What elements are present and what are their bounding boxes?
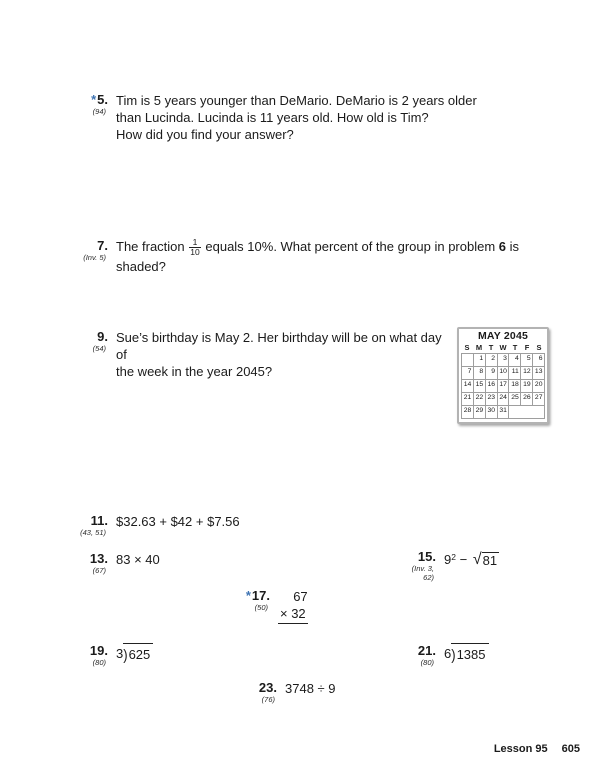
calendar-title: MAY 2045 — [477, 330, 529, 342]
bold-problem-reference: 6 — [498, 239, 507, 255]
footer-page-number: 605 — [561, 743, 580, 755]
new-concept-asterisk: * — [245, 588, 251, 603]
problem-9-number-col — [70, 329, 108, 354]
fraction-numerator: 1 — [189, 238, 200, 248]
calendar-day-cell: 31 — [498, 406, 510, 419]
lesson-reference-line: (Inv. 3, — [411, 564, 434, 573]
calendar-day-cell: 15 — [474, 380, 486, 393]
problem-number-text: 5. — [97, 92, 108, 107]
calendar-day-cell: 25 — [509, 393, 521, 406]
lesson-reference: (50) — [254, 603, 268, 612]
division-bracket — [451, 643, 488, 663]
problem-17 — [232, 588, 308, 624]
radical-sign: √ — [472, 551, 482, 568]
long-division — [444, 643, 489, 663]
calendar-weekday: M — [475, 343, 483, 352]
long-division-expression — [444, 643, 489, 663]
square-root — [473, 552, 499, 568]
multiplicand: 67 — [293, 589, 308, 604]
calendar-weekday: T — [512, 343, 518, 352]
calendar-day-cell: 10 — [498, 367, 510, 380]
problem-11-number-col — [70, 513, 108, 538]
calendar-day-cell: 27 — [533, 393, 545, 406]
lesson-reference: (76) — [261, 695, 275, 704]
calendar-day-cell: 4 — [509, 354, 521, 367]
calendar-day-cell: 29 — [474, 406, 486, 419]
problem-23-number-col — [239, 680, 277, 705]
lesson-reference: (Inv. 5) — [83, 253, 106, 262]
calendar-day-cell: 17 — [498, 380, 510, 393]
calendar-empty-cell — [509, 406, 545, 419]
divisor: 6 — [444, 646, 452, 661]
fraction-denominator: 10 — [190, 247, 200, 258]
problem-text-line: shaded? — [116, 258, 166, 274]
problem-number: 7. — [97, 238, 108, 253]
problem-7 — [70, 238, 519, 275]
page-footer — [494, 743, 580, 755]
divisor: 3 — [116, 646, 124, 661]
calendar-day-cell: 20 — [533, 380, 545, 393]
lesson-reference: (94) — [92, 107, 106, 116]
problem-text — [116, 92, 477, 143]
multiplier-row: × 32 — [278, 605, 308, 624]
problem-19 — [70, 643, 153, 668]
calendar-weekday: W — [499, 343, 507, 352]
problem-text-line — [116, 238, 519, 258]
problem-5 — [70, 92, 477, 143]
calendar-day-cell: 30 — [486, 406, 498, 419]
lesson-reference — [398, 565, 436, 582]
problem-15-number-col — [398, 549, 436, 582]
calendar-day-cell: 22 — [474, 393, 486, 406]
calendar-weekday: T — [488, 343, 494, 352]
calendar-day-cell: 13 — [533, 367, 545, 380]
problem-number: 13. — [89, 551, 108, 566]
fraction-one-tenth — [189, 238, 200, 258]
calendar-weekday-row — [461, 343, 545, 353]
lesson-reference: (80) — [420, 658, 434, 667]
problem-text-line: the week in the year 2045? — [116, 364, 273, 379]
lesson-reference: (67) — [92, 566, 106, 575]
calendar-day-cell: 9 — [486, 367, 498, 380]
division-paren: ) — [123, 646, 128, 664]
problem-text-line: Sue’s birthday is May 2. Her birthday will be on what day of — [116, 330, 442, 362]
problem-number: 21. — [417, 643, 436, 658]
calendar-day-cell: 6 — [533, 354, 545, 367]
problem-15 — [398, 549, 499, 582]
problem-21 — [398, 643, 489, 668]
calendar-day-cell: 8 — [474, 367, 486, 380]
problem-23 — [239, 680, 336, 705]
minus-operator: − — [459, 552, 468, 567]
lesson-reference: (54) — [92, 344, 106, 353]
problem-number: 9. — [97, 329, 108, 344]
calendar-weekday: S — [464, 343, 470, 352]
problem-13 — [70, 551, 160, 576]
calendar-day-cell: 5 — [521, 354, 533, 367]
problem-text — [116, 238, 519, 275]
problem-5-number-col — [70, 92, 108, 117]
lesson-reference: (80) — [92, 658, 106, 667]
exponent: 2 — [451, 552, 456, 562]
footer-lesson-label: Lesson 95 — [493, 743, 548, 755]
calendar-day-cell: 11 — [509, 367, 521, 380]
problem-17-number-col — [232, 588, 270, 613]
lesson-reference: (43, 51) — [80, 528, 106, 537]
problem-expression: $32.63 + $42 + $7.56 — [116, 514, 240, 529]
calendar-day-cell: 7 — [462, 367, 474, 380]
new-concept-asterisk: * — [91, 92, 97, 107]
lesson-reference-line: 62) — [423, 572, 434, 582]
text-segment: is — [509, 239, 520, 255]
text-segment: The fraction — [116, 239, 185, 255]
problem-text-line: than Lucinda. Lucinda is 11 years old. How old is Tim? — [116, 110, 429, 125]
vertical-multiplication-stack — [278, 588, 308, 624]
problem-text-line: How did you find your answer? — [116, 127, 294, 142]
problem-expression: 3748 ÷ 9 — [285, 681, 336, 696]
problem-11 — [70, 513, 240, 538]
text-segment: equals 10%. What percent of the group in problem — [205, 239, 496, 255]
problem-19-number-col — [70, 643, 108, 668]
problem-7-number-col — [70, 238, 108, 263]
calendar-weekday: S — [536, 343, 542, 352]
calendar-day-cell: 1 — [474, 354, 486, 367]
calendar-day-cell: 23 — [486, 393, 498, 406]
calendar-day-cell: 19 — [521, 380, 533, 393]
problem-text-line: Tim is 5 years younger than DeMario. DeMario is 2 years older — [116, 93, 477, 108]
radicand: 81 — [482, 553, 498, 568]
division-bracket — [123, 643, 153, 663]
vertical-multiplication — [278, 588, 308, 624]
division-paren: ) — [451, 646, 456, 664]
dividend: 1385 — [456, 647, 486, 662]
problem-number: 19. — [89, 643, 108, 658]
calendar-day-cell: 18 — [509, 380, 521, 393]
calendar-day-cell: 2 — [486, 354, 498, 367]
problem-text — [116, 329, 446, 380]
calendar-grid — [461, 353, 545, 419]
calendar-day-cell: 3 — [498, 354, 510, 367]
calendar-day-cell: 26 — [521, 393, 533, 406]
calendar-day-cell: 12 — [521, 367, 533, 380]
problem-21-number-col — [398, 643, 436, 668]
problem-9 — [70, 329, 446, 380]
calendar-day-cell: 21 — [462, 393, 474, 406]
problem-number-text: 17. — [251, 588, 270, 603]
calendar-day-cell: 24 — [498, 393, 510, 406]
problem-number — [70, 92, 108, 108]
problem-number: 15. — [417, 549, 436, 564]
problem-13-number-col — [70, 551, 108, 576]
calendar-weekday: F — [524, 343, 530, 352]
calendar-day-cell: 14 — [462, 380, 474, 393]
sqrt-expression — [444, 549, 499, 568]
dividend: 625 — [128, 647, 151, 662]
problem-number: 23. — [258, 680, 277, 695]
calendar-day-cell: 28 — [462, 406, 474, 419]
calendar-day-cell — [462, 354, 474, 367]
long-division-expression — [116, 643, 153, 663]
problem-number: 11. — [90, 513, 108, 528]
calendar — [457, 327, 549, 424]
problem-number — [232, 588, 270, 604]
problem-expression: 83 × 40 — [116, 552, 160, 567]
long-division — [116, 643, 153, 663]
calendar-day-cell: 16 — [486, 380, 498, 393]
base-number: 9 — [444, 552, 452, 567]
